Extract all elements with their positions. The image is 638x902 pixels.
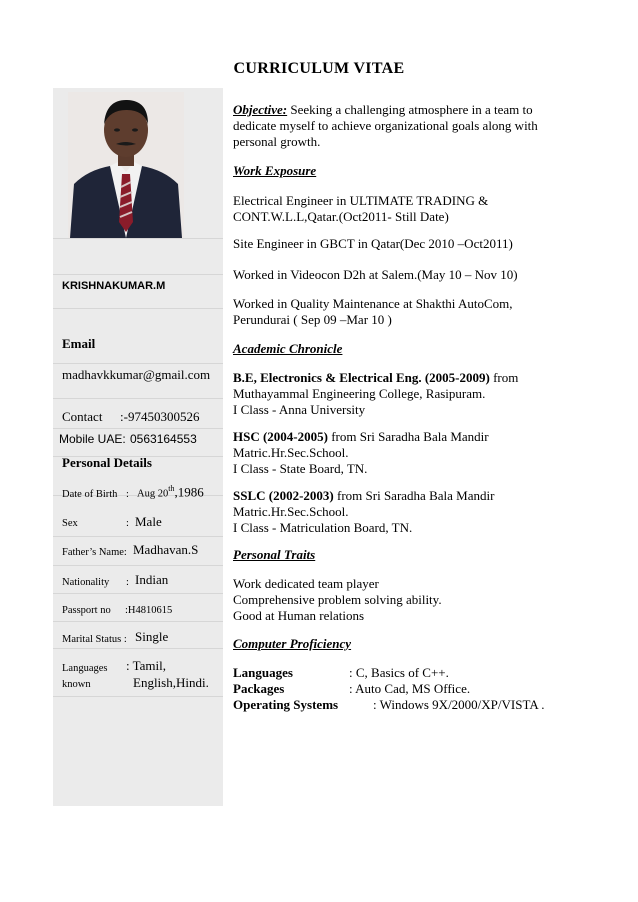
- objective-text-2: dedicate myself to achieve organizational goals along with: [233, 118, 538, 133]
- languages-value-2: English,Hindi.: [133, 675, 209, 690]
- trait-item: Good at Human relations: [233, 608, 365, 623]
- divider: [53, 536, 223, 537]
- marital-status-label: Marital Status :: [62, 634, 127, 645]
- father-name-value: Madhavan.S: [133, 542, 199, 557]
- personal-traits-list: [233, 576, 563, 624]
- os-key: Operating Systems: [233, 697, 339, 712]
- sex-separator: :: [126, 518, 129, 529]
- mobile-value: 0563164553: [130, 432, 197, 446]
- divider: [53, 398, 223, 399]
- divider: [53, 621, 223, 622]
- divider: [53, 274, 223, 275]
- computer-proficiency-table: [233, 665, 563, 713]
- languages-val: : C, Basics of C++.: [349, 665, 449, 680]
- packages-key: Packages: [233, 681, 285, 696]
- dob-value: Aug 20th,1986: [137, 484, 204, 500]
- personal-details-heading: Personal Details: [62, 455, 152, 470]
- objective-section: [233, 102, 563, 150]
- document-title: CURRICULUM VITAE: [233, 60, 405, 77]
- email-value: madhavkkumar@gmail.com: [62, 367, 211, 382]
- os-val: : Windows 9X/2000/XP/VISTA .: [373, 697, 545, 712]
- divider: [53, 428, 223, 429]
- marital-status-value: Single: [135, 629, 169, 644]
- divider: [53, 648, 223, 649]
- divider: [53, 696, 223, 697]
- academic-hsc: HSC (2004-2005) from Sri Saradha Bala Mandir Matric.Hr.Sec.School. I Class - State Board, TN.: [233, 429, 489, 476]
- nationality-value: Indian: [135, 572, 169, 587]
- profile-photo: [68, 92, 184, 238]
- objective-label: Objective:: [233, 102, 288, 117]
- divider: [53, 308, 223, 309]
- email-label: Email: [62, 336, 96, 351]
- nationality-separator: :: [126, 577, 129, 588]
- contact-value: :-97450300526: [120, 409, 200, 424]
- dob-separator: :: [126, 489, 129, 500]
- passport-value: :H4810615: [125, 605, 173, 616]
- father-name-label: Father’s Name:: [62, 547, 127, 558]
- objective-text: Seeking a challenging atmosphere in a team to: [287, 102, 533, 117]
- academic-heading: Academic Chronicle: [233, 341, 343, 356]
- languages-key: Languages: [233, 665, 293, 680]
- languages-label: Languages: [62, 663, 108, 674]
- work-item-2: Site Engineer in GBCT in Qatar(Dec 2010 –Oct2011): [233, 236, 513, 251]
- work-item-4: Worked in Quality Maintenance at Shakthi AutoCom, Perundurai ( Sep 09 –Mar 10 ): [233, 296, 513, 327]
- academic-be: B.E, Electronics & Electrical Eng. (2005-2009) from Muthayammal Engineering College, Rasipuram. I Class - Anna University: [233, 370, 519, 417]
- divider: [53, 238, 223, 239]
- academic-sslc: SSLC (2002-2003) from Sri Saradha Bala Mandir Matric.Hr.Sec.School. I Class - Matriculation Board, TN.: [233, 488, 495, 535]
- languages-label-2: known: [62, 679, 91, 690]
- divider: [53, 593, 223, 594]
- dob-label: Date of Birth: [62, 489, 118, 500]
- passport-label: Passport no: [62, 605, 111, 616]
- personal-traits-heading: Personal Traits: [233, 547, 316, 562]
- mobile-label: Mobile UAE:: [59, 432, 126, 446]
- work-item-3: Worked in Videocon D2h at Salem.(May 10 – Nov 10): [233, 267, 518, 282]
- computer-proficiency-heading: Computer Proficiency: [233, 636, 352, 651]
- divider: [53, 565, 223, 566]
- trait-item: Work dedicated team player: [233, 576, 379, 591]
- packages-val: : Auto Cad, MS Office.: [349, 681, 471, 696]
- work-item-1: Electrical Engineer in ULTIMATE TRADING & CONT.W.L.L,Qatar.(Oct2011- Still Date): [233, 193, 489, 224]
- nationality-label: Nationality: [62, 577, 110, 588]
- sex-label: Sex: [62, 518, 78, 529]
- contact-label: Contact: [62, 409, 103, 424]
- divider: [53, 363, 223, 364]
- languages-value: : Tamil,: [126, 658, 167, 673]
- person-portrait-icon: [68, 92, 184, 238]
- objective-text-3: personal growth.: [233, 134, 321, 149]
- work-exposure-heading: Work Exposure: [233, 163, 317, 178]
- trait-item: Comprehensive problem solving ability.: [233, 592, 442, 607]
- candidate-name: KRISHNAKUMAR.M: [62, 280, 166, 292]
- sex-value: Male: [135, 514, 162, 529]
